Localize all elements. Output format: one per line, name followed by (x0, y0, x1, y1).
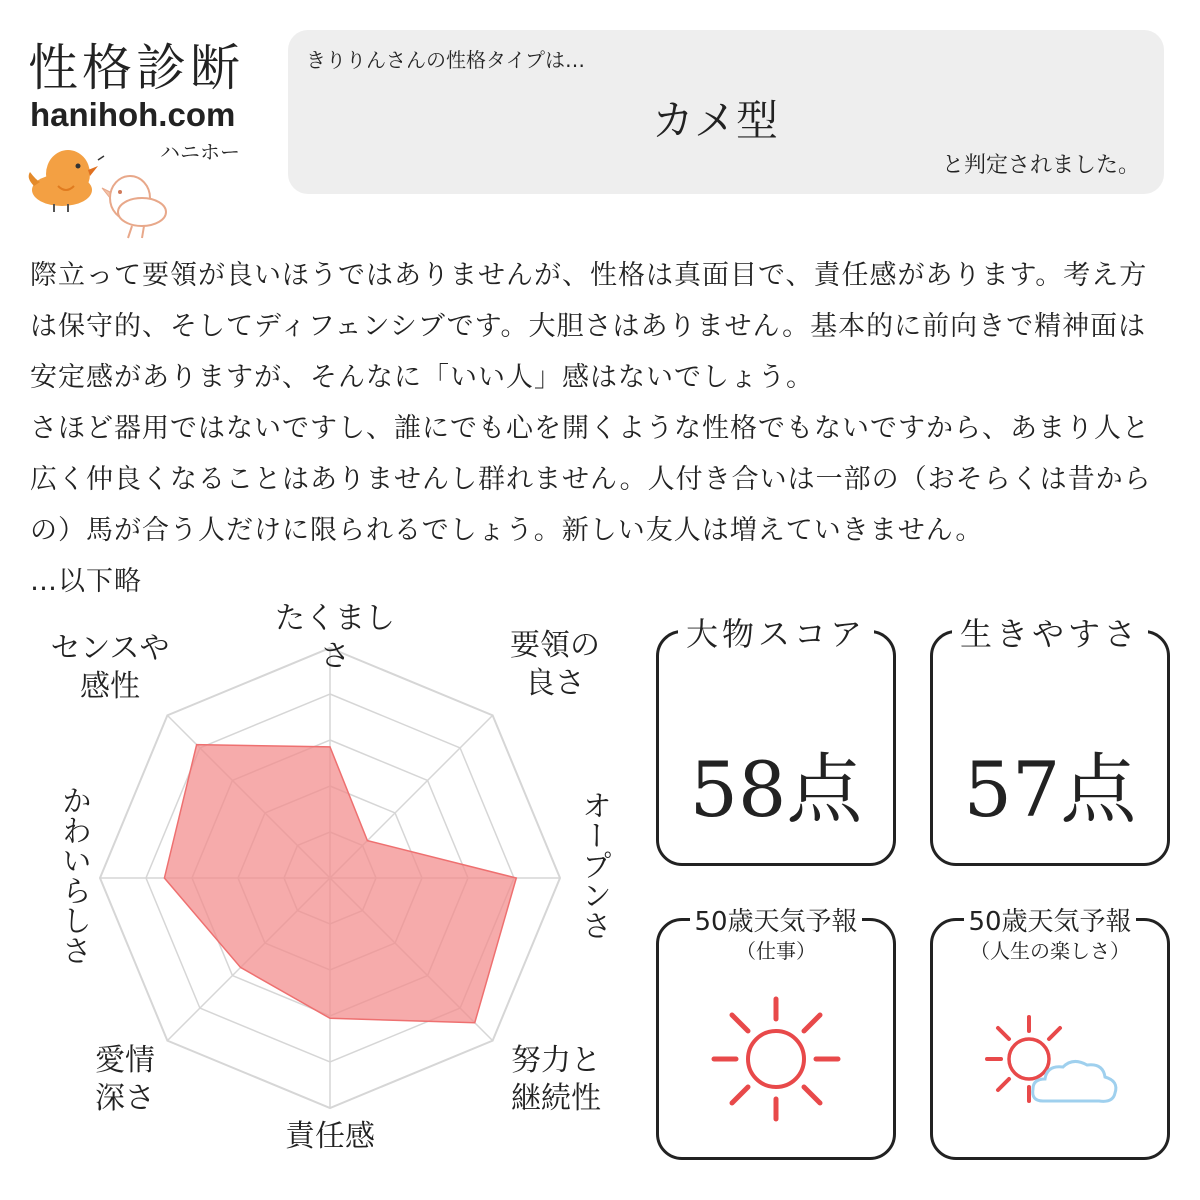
radar-axis-label-line: 感性 (80, 669, 140, 704)
site-domain[interactable]: hanihoh.com (30, 96, 236, 133)
description-paragraph: 際立って要領が良いほうではありませんが、性格は真面目で、責任感があります。考え方は保守的、そしてディフェンシブです。大胆さはありません。基本的に前向きで精神面は安定感がありますが、そんなに「いい人」感はないでしょう。 (30, 260, 1148, 393)
radar-series-area (164, 745, 516, 1023)
radar-axis-label (70, 1042, 180, 1118)
radar-axis-label-line: かわいらしさ (56, 785, 91, 965)
result-intro: きりりんさんの性格タイプは… (306, 48, 585, 72)
radar-data (164, 745, 516, 1023)
life-forecast-subtitle: （人生の楽しさ） (970, 939, 1130, 963)
work-forecast-card (656, 907, 896, 1160)
description-paragraph: さほど器用ではないですし、誰にでも心を開くような性格でもないですから、あまり人と広く仲良くなることはありませんし群れません。人付き合いは一部の（おそらくは昔からの）馬が合う人だけに限られるでしょう。新しい友人は増えていきません。 (30, 413, 1152, 546)
radar-axis-label (40, 630, 180, 706)
bird-mascots-icon (24, 142, 174, 246)
ohmono-score-card (656, 615, 896, 866)
radar-axis-label (570, 790, 610, 940)
site-domain-kana: ハニホー (160, 140, 240, 164)
site-title: 性格診断 (28, 39, 244, 97)
ohmono-score-value: 58点 (689, 745, 863, 834)
radar-axis-label (270, 600, 400, 676)
result-suffix: と判定されました。 (941, 153, 1140, 178)
pale-bird-icon (102, 176, 166, 238)
radar-axis-label-line: 責任感 (285, 1119, 375, 1154)
work-forecast-subtitle: （仕事） (736, 939, 816, 963)
radar-axis-label (496, 1042, 616, 1118)
read-more-text: …以下略 (30, 566, 142, 597)
life-forecast-title: 50歳天気予報 (964, 907, 1135, 937)
sun-icon (706, 989, 846, 1129)
radar-axis-label-line: 要領の (510, 628, 600, 663)
radar-axis-label-line: 深さ (95, 1081, 155, 1116)
life-forecast-card (930, 907, 1170, 1160)
ikiyasusa-score-card (930, 615, 1170, 866)
radar-axis-label-line: オープンさ (576, 790, 611, 940)
description-text (30, 250, 1170, 607)
orange-bird-icon (29, 150, 104, 212)
ikiyasusa-score-value: 57点 (963, 745, 1137, 834)
radar-axis-label-line: センスや (50, 631, 170, 666)
radar-axis-label-line: たくましさ (275, 601, 395, 674)
work-forecast-title: 50歳天気予報 (690, 907, 861, 937)
radar-axis-label-line: 努力と (511, 1043, 601, 1078)
radar-axis-label (50, 785, 90, 965)
sun-behind-cloud-icon (977, 1009, 1127, 1119)
radar-axis-label-line: 愛情 (95, 1043, 155, 1078)
radar-axis-label-line: 良さ (525, 666, 585, 701)
radar-axis-label (500, 627, 610, 703)
radar-axis-label (270, 1118, 390, 1156)
ohmono-score-title: 大物スコア (678, 615, 874, 653)
personality-type: カメ型 (651, 96, 778, 145)
ikiyasusa-score-title: 生きやすさ (952, 615, 1148, 653)
radar-axis-label-line: 継続性 (511, 1081, 601, 1116)
